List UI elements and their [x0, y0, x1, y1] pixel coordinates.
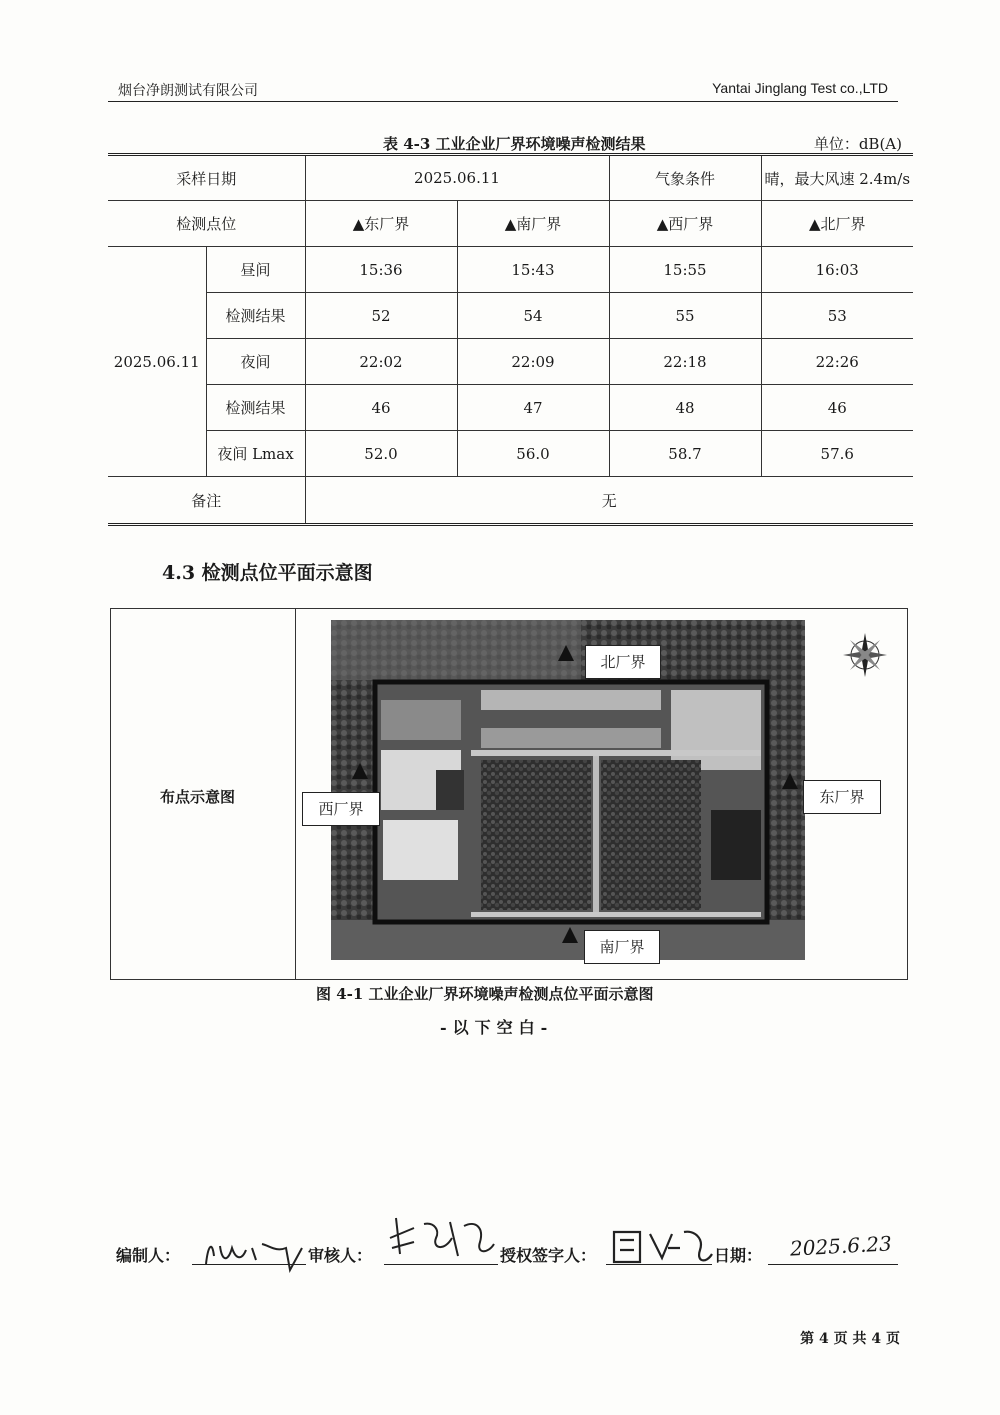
company-name-en: Yantai Jinglang Test co.,LTD	[712, 80, 888, 96]
sampling-date-label: 采样日期	[108, 155, 305, 201]
row-label: 昼间	[206, 247, 305, 293]
page-number: 第 4 页 共 4 页	[800, 1331, 900, 1347]
table-cell: 52	[305, 293, 457, 339]
signed-date: 2025.6.23	[789, 1231, 893, 1261]
table-cell: 22:02	[305, 339, 457, 385]
table-cell: 55	[609, 293, 761, 339]
blank-below-note: -以下空白-	[440, 1018, 554, 1037]
date-line	[768, 1264, 898, 1265]
table-cell: 46	[305, 385, 457, 431]
table-cell: 15:36	[305, 247, 457, 293]
south-boundary-tag: 南厂界	[584, 930, 660, 964]
table-row	[108, 201, 913, 247]
table-cell: 22:18	[609, 339, 761, 385]
table-cell: 57.6	[761, 431, 913, 477]
signatory-signature-icon	[610, 1220, 714, 1270]
compiler-signature-icon	[198, 1226, 308, 1276]
weather-value: 晴，最大风速 2.4m/s	[761, 155, 913, 201]
section-title: 4.3 检测点位平面示意图	[162, 562, 373, 584]
date-group-cell: 2025.06.11	[108, 247, 206, 477]
table-cell: 56.0	[457, 431, 609, 477]
reviewer-label: 审核人：	[308, 1246, 373, 1265]
figure-caption: 图 4-1 工业企业厂界环境噪声检测点位平面示意图	[316, 985, 654, 1003]
noise-results-table	[108, 153, 913, 526]
signatory-label: 授权签字人：	[500, 1246, 597, 1265]
table-row	[108, 293, 913, 339]
table-cell: 58.7	[609, 431, 761, 477]
figure-divider	[295, 608, 296, 980]
point-east: ▲东厂界	[305, 201, 457, 247]
table-cell: 15:43	[457, 247, 609, 293]
table-row	[108, 385, 913, 431]
west-boundary-tag: 西厂界	[302, 792, 380, 826]
table-row	[108, 477, 913, 525]
table-row	[108, 339, 913, 385]
point-south: ▲南厂界	[457, 201, 609, 247]
remarks-value: 无	[305, 477, 913, 525]
row-label: 检测结果	[206, 293, 305, 339]
row-label: 检测结果	[206, 385, 305, 431]
north-marker-icon	[557, 644, 575, 662]
table-cell: 53	[761, 293, 913, 339]
west-marker-icon	[351, 762, 369, 780]
point-west: ▲西厂界	[609, 201, 761, 247]
compiler-label: 编制人：	[116, 1246, 181, 1265]
north-boundary-tag: 北厂界	[585, 645, 661, 679]
points-label: 检测点位	[108, 201, 305, 247]
table-cell: 16:03	[761, 247, 913, 293]
table-cell: 22:09	[457, 339, 609, 385]
figure-label: 布点示意图	[160, 788, 236, 806]
point-north: ▲北厂界	[761, 201, 913, 247]
date-label: 日期：	[714, 1246, 763, 1265]
aerial-image	[331, 620, 805, 960]
table-cell: 52.0	[305, 431, 457, 477]
reviewer-signature-icon	[384, 1208, 500, 1268]
table-cell: 48	[609, 385, 761, 431]
table-cell: 46	[761, 385, 913, 431]
table-unit: 单位：dB(A)	[813, 135, 902, 153]
weather-label: 气象条件	[609, 155, 761, 201]
east-boundary-tag: 东厂界	[803, 780, 881, 814]
table-cell: 47	[457, 385, 609, 431]
company-name-cn: 烟台净朗测试有限公司	[118, 83, 258, 99]
row-label: 夜间	[206, 339, 305, 385]
south-marker-icon	[561, 926, 579, 944]
table-row	[108, 431, 913, 477]
east-marker-icon	[781, 772, 799, 790]
table-row	[108, 247, 913, 293]
sampling-date-value: 2025.06.11	[305, 155, 609, 201]
header-divider	[108, 101, 898, 102]
table-cell: 54	[457, 293, 609, 339]
table-caption: 表 4-3 工业企业厂界环境噪声检测结果	[383, 135, 646, 153]
remarks-label: 备注	[108, 477, 305, 525]
table-row	[108, 155, 913, 201]
table-cell: 15:55	[609, 247, 761, 293]
site-aerial-map	[331, 620, 805, 960]
row-label: 夜间 Lmax	[206, 431, 305, 477]
compass-rose-icon	[838, 625, 892, 687]
table-cell: 22:26	[761, 339, 913, 385]
